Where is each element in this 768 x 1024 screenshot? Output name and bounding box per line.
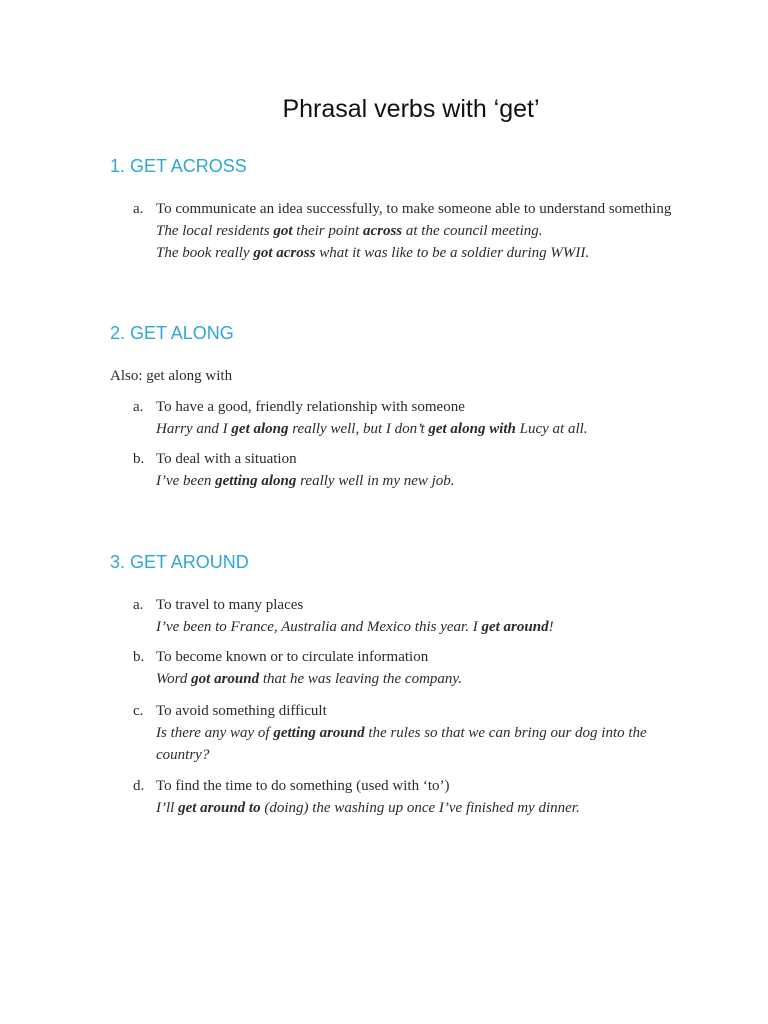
item-marker: a. bbox=[133, 399, 144, 415]
item-marker: b. bbox=[133, 649, 145, 665]
definition: To become known or to circulate information bbox=[156, 649, 429, 665]
definition: To avoid something difficult bbox=[156, 703, 327, 719]
example-sentence: I’ve been getting along really well in my new job. bbox=[156, 473, 455, 489]
section-heading-get-around: 3. GET AROUND bbox=[110, 552, 249, 572]
example-sentence: Is there any way of getting around the rules so that we can bring our dog into the bbox=[156, 725, 647, 741]
definition: To travel to many places bbox=[156, 597, 304, 613]
example-sentence: I’ll get around to (doing) the washing up once I’ve finished my dinner. bbox=[156, 800, 580, 816]
item-marker: d. bbox=[133, 778, 145, 794]
item-marker: a. bbox=[133, 201, 144, 217]
example-sentence: Word got around that he was leaving the company. bbox=[156, 671, 462, 687]
example-sentence-continued: country? bbox=[156, 747, 210, 763]
example-sentence: The book really got across what it was like to be a soldier during WWII. bbox=[156, 245, 590, 261]
section-heading-get-across: 1. GET ACROSS bbox=[110, 156, 247, 176]
definition: To deal with a situation bbox=[156, 451, 297, 467]
example-sentence: I’ve been to France, Australia and Mexico this year. I get around! bbox=[156, 619, 554, 635]
page-title: Phrasal verbs with ‘get’ bbox=[282, 95, 540, 123]
item-marker: b. bbox=[133, 451, 145, 467]
example-sentence: Harry and I get along really well, but I don’t get along with Lucy at all. bbox=[156, 421, 588, 437]
section-heading-get-along: 2. GET ALONG bbox=[110, 323, 234, 343]
definition: To communicate an idea successfully, to make someone able to understand something bbox=[156, 201, 672, 217]
item-marker: c. bbox=[133, 703, 144, 719]
section-note: Also: get along with bbox=[110, 368, 233, 384]
example-sentence: The local residents got their point across at the council meeting. bbox=[156, 223, 543, 239]
definition: To have a good, friendly relationship with someone bbox=[156, 399, 465, 415]
definition: To find the time to do something (used with ‘to’) bbox=[156, 778, 450, 794]
item-marker: a. bbox=[133, 597, 144, 613]
